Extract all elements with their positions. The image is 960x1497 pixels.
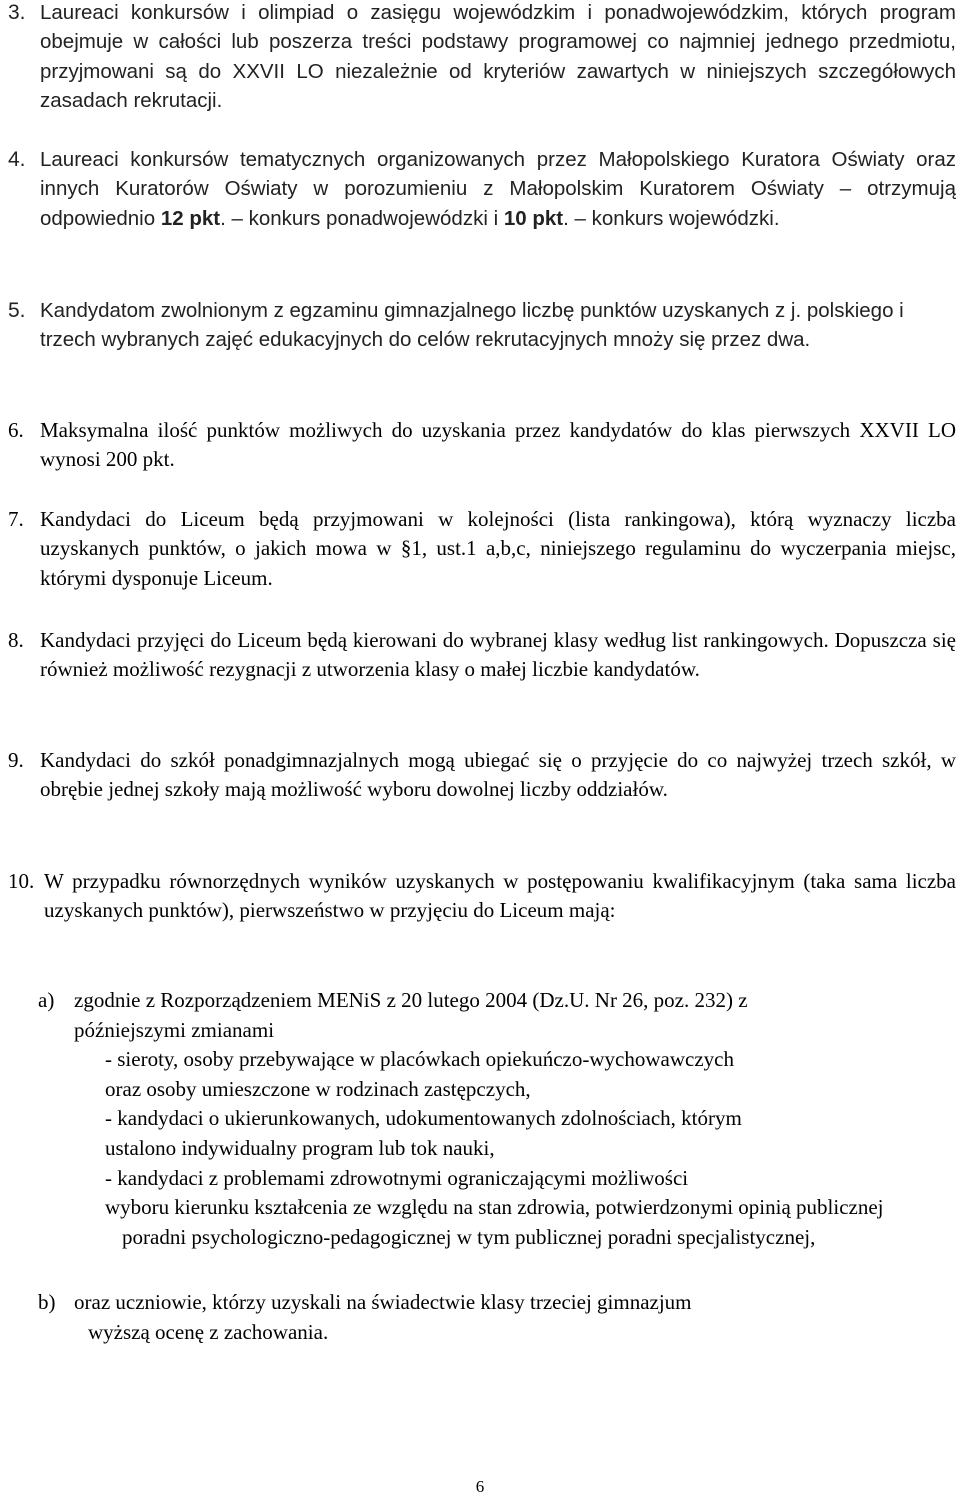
- subitem-a: [38, 986, 956, 1252]
- dash-item-3: - kandydaci z problemami zdrowotnymi ograniczającymi możliwości wyboru kierunku kształcenia ze względu na stan zdrowia, potwierdzonymi opinią publicznej poradni psychologiczno-pedagogicznej w tym publicznej poradni specjalistycznej,: [105, 1165, 884, 1249]
- item-number: 3.: [8, 1, 26, 24]
- subitem-text-line2: wyższą ocenę z zachowania.: [88, 1319, 329, 1344]
- item-number: 9.: [8, 748, 24, 772]
- points-ponadwojewodzki: 12 pkt: [160, 206, 221, 230]
- subitem-text-line2: późniejszymi zmianami: [74, 1017, 275, 1042]
- subitem-text-line1: oraz uczniowie, którzy uzyskali na świadectwie klasy trzeciej gimnazjum: [74, 1290, 692, 1314]
- list-item-9: [8, 746, 956, 805]
- list-item-10: [8, 867, 956, 926]
- item-text: Kandydaci przyjęci do Liceum będą kierowani do wybranej klasy według list rankingowych. Dopuszcza się również możliwość rezygnacji z utworzenia klasy o małej liczbie kandydatów.: [40, 628, 956, 682]
- item-text: Kandydatom zwolnionym z egzaminu gimnazjalnego liczbę punktów uzyskanych z j. polskiego i trzech wybranych zajęć edukacyjnych do celów rekrutacyjnych mnoży się przez dwa.: [40, 299, 904, 352]
- item-number: 10.: [8, 869, 35, 893]
- item-text: Kandydaci do Liceum będą przyjmowani w kolejności (lista rankingowa), którą wyznaczy liczba uzyskanych punktów, o jakich mowa w §1, ust.1 a,b,c, niniejszego regulaminu do wyczerpania miejsc, którymi dysponuje Liceum.: [40, 507, 956, 590]
- subitem-label: a): [38, 988, 55, 1012]
- item-number: 6.: [8, 418, 24, 442]
- points-wojewodzki: 10 pkt: [503, 206, 564, 230]
- list-item-8: [8, 626, 956, 685]
- list-item-6: [8, 416, 956, 475]
- item-text: Maksymalna ilość punktów możliwych do uzyskania przez kandydatów do klas pierwszych XXVII LO wynosi 200 pkt.: [40, 418, 956, 472]
- item-text: W przypadku równorzędnych wyników uzyskanych w postępowaniu kwalifikacyjnym (taka sama liczba uzyskanych punktów), pierwszeństwo w przyjęciu do Liceum mają:: [44, 869, 956, 923]
- dash-item-2: - kandydaci o ukierunkowanych, udokumentowanych zdolnościach, którym ustalono indywidualny program lub tok nauki,: [105, 1106, 742, 1160]
- item-text: Laureaci konkursów i olimpiad o zasięgu wojewódzkim i ponadwojewódzkim, których program obejmuje w całości lub poszerza treści podstawy programowej co najmniej jednego przedmiotu, przyjmowani są do XXVII LO niezależnie od kryteriów zawartych w niniejszych szczegółowych zasadach rekrutacji.: [40, 1, 956, 112]
- subitem-text-line1: zgodnie z Rozporządzeniem MENiS z 20 lutego 2004 (Dz.U. Nr 26, poz. 232) z: [74, 988, 748, 1012]
- subitem-label: b): [38, 1290, 56, 1314]
- item-number: 4.: [8, 148, 26, 171]
- item-text: Laureaci konkursów tematycznych organizowanych przez Małopolskiego Kuratora Oświaty oraz innych Kuratorów Oświaty w porozumieniu z Małopolskim Kuratorem Oświaty – otrzymują odpowiednio 12 pkt. – konkurs ponadwojewódzki i 10 pkt. – konkurs wojewódzki.: [40, 148, 956, 230]
- dash-item-1: - sieroty, osoby przebywające w placówkach opiekuńczo-wychowawczych oraz osoby umieszczone w rodzinach zastępczych,: [105, 1047, 734, 1101]
- page-number: 6: [475, 1477, 485, 1496]
- item-number: 8.: [8, 628, 24, 652]
- list-item-3: [8, 0, 956, 115]
- list-item-5: [8, 296, 956, 355]
- item-text: Kandydaci do szkół ponadgimnazjalnych mogą ubiegać się o przyjęcie do co najwyżej trzech szkół, w obrębie jednej szkoły mają możliwość wyboru dowolnej liczby oddziałów.: [40, 748, 956, 802]
- list-item-7: [8, 505, 956, 593]
- item-number: 7.: [8, 507, 24, 531]
- item-number: 5.: [8, 299, 26, 322]
- list-item-4: [8, 145, 956, 233]
- subitem-b: [38, 1288, 956, 1347]
